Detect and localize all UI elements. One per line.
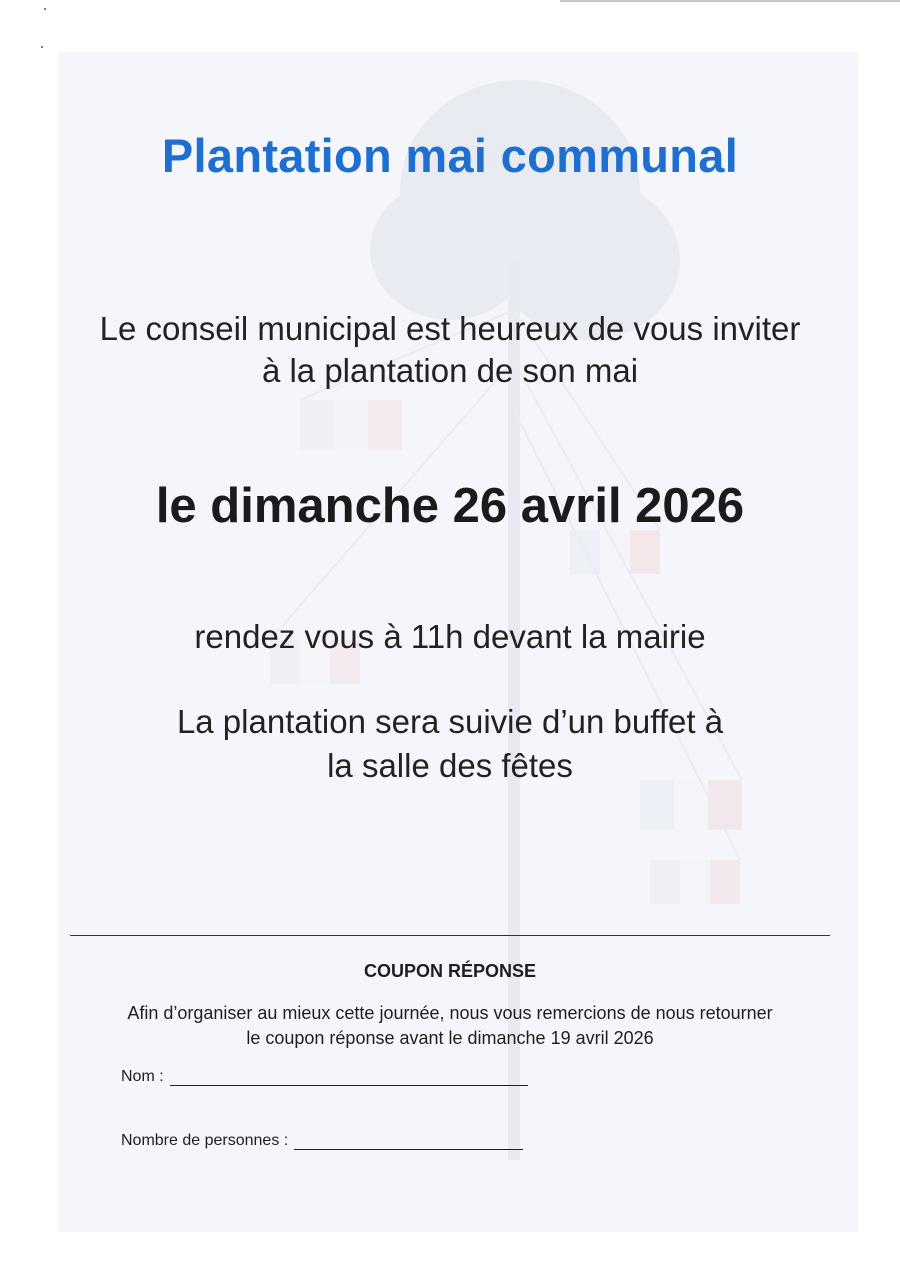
buffet-line: la salle des fêtes	[327, 747, 573, 784]
name-field-blank[interactable]	[170, 1071, 528, 1086]
event-title: Plantation mai communal	[161, 129, 739, 182]
invitation-line: Le conseil municipal est heureux de vous inviter	[99, 310, 801, 347]
people-count-field-blank[interactable]	[294, 1135, 523, 1150]
name-field-label: Nom :	[121, 1068, 164, 1085]
scan-speck	[41, 46, 43, 48]
scan-edge-line	[560, 0, 900, 2]
coupon-instruction-line: Afin d’organiser au mieux cette journée, nous vous remercions de nous retourner	[127, 1003, 773, 1023]
invitation-line: à la plantation de son mai	[261, 352, 639, 389]
name-field[interactable]	[121, 1068, 528, 1086]
coupon-title: COUPON RÉPONSE	[363, 961, 537, 981]
buffet-line: La plantation sera suivie d’un buffet à	[176, 703, 724, 740]
buffet-text	[0, 700, 900, 788]
people-count-field[interactable]	[121, 1132, 523, 1150]
cut-separator-line	[70, 935, 830, 936]
coupon-instruction-line: le coupon réponse avant le dimanche 19 avril 2026	[246, 1028, 654, 1048]
meeting-point-text: rendez vous à 11h devant la mairie	[194, 618, 706, 655]
coupon-instructions	[0, 1001, 900, 1051]
scan-speck	[44, 8, 46, 10]
invitation-text	[0, 308, 900, 392]
event-date: le dimanche 26 avril 2026	[155, 479, 745, 533]
people-count-field-label: Nombre de personnes :	[121, 1132, 289, 1149]
